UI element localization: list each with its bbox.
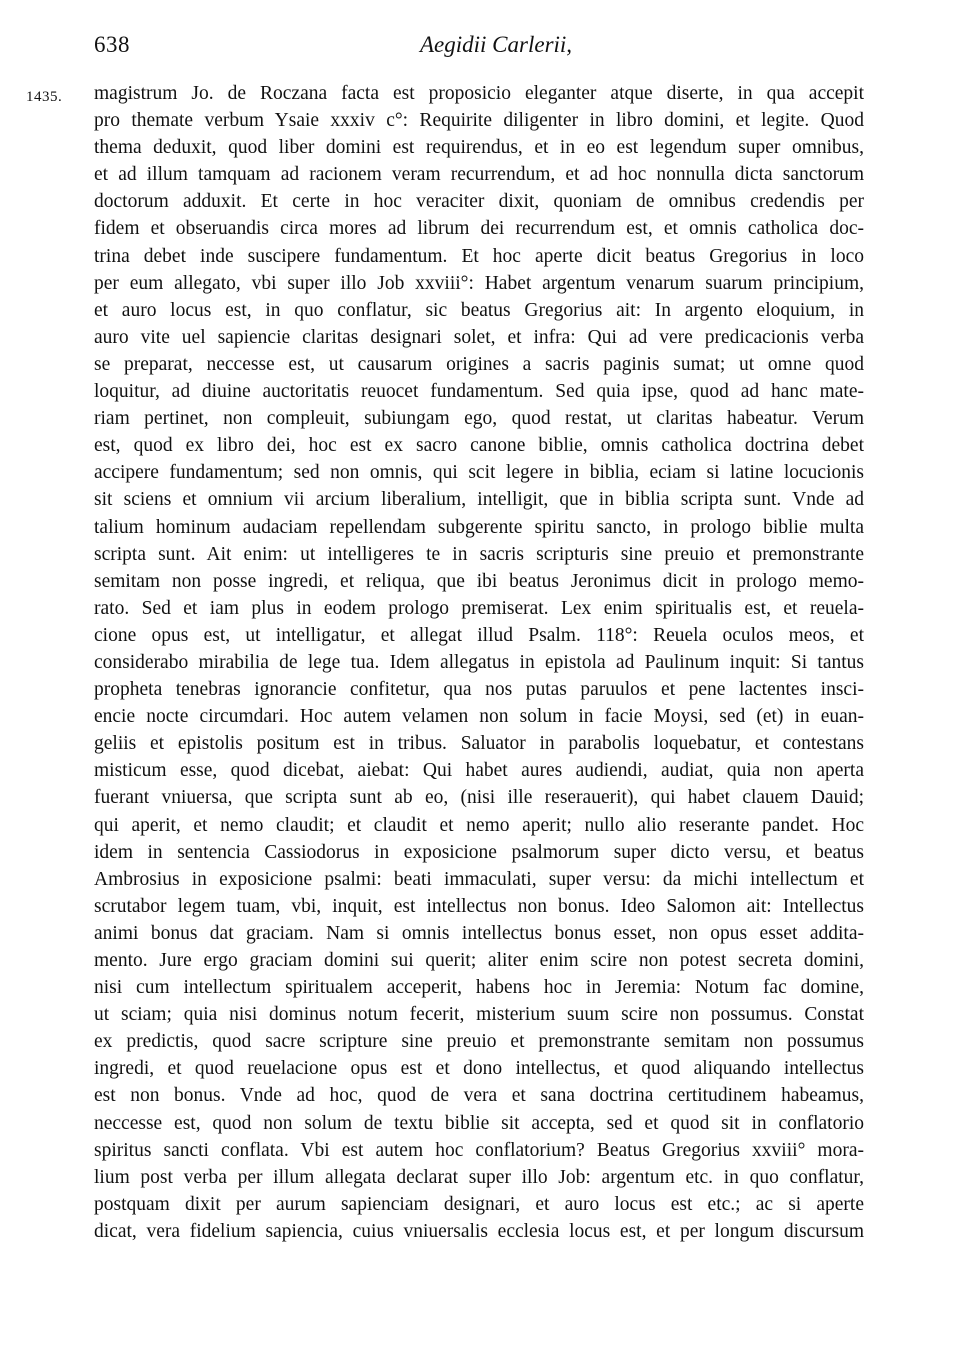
text-line: sit sciens et omnium vii arcium liberalium, intelligit, que in biblia scripta sunt. Vnde ad: [94, 489, 864, 511]
margin-year-note: 1435.: [26, 89, 63, 105]
text-line: se preparat, neccesse est, ut causarum origines a sacris paginis sumat; ut omne quod: [94, 353, 864, 375]
text-line: ex predictis, quod sacre scripture sine preuio et premonstrante semitam non possumus: [94, 1031, 864, 1053]
text-line: riam pertinet, non compleuit, subiungam ego, quod restat, ut claritas habeatur. Verum: [94, 408, 864, 430]
text-line: talium hominum audaciam repellendam subgerente spiritu sancto, in prologo biblie multa: [94, 516, 864, 538]
text-line: ut sciam; quia nisi dominus notum fecerit, misterium suum scire non possumus. Constat: [94, 1004, 864, 1026]
text-line: propheta tenebras ignorancie confitetur, qua nos putas paruulos et pene lactentes insci-: [94, 679, 864, 701]
text-line: et auro locus est, in quo conflatur, sic beatus Gregorius ait: In argento eloquium, in: [94, 299, 864, 321]
text-line: considerabo mirabilia de lege tua. Idem allegatus in epistola ad Paulinum inquit: Si tantus: [94, 651, 864, 673]
text-line: fidem et obseruandis circa mores ad librum dei recurrendum est, et omnis catholica doc-: [94, 218, 864, 240]
running-head: Aegidii Carlerii,: [420, 32, 573, 57]
text-line: semitam non posse ingredi, et reliqua, que ibi beatus Jeronimus dicit in prologo memo-: [94, 570, 864, 592]
text-line: est non bonus. Vnde ad hoc, quod de vera et sana doctrina certitudinem habeamus,: [94, 1085, 864, 1107]
text-line: spiritus sancti conflata. Vbi est autem hoc conflatorium? Beatus Gregorius xxviii° mora-: [94, 1139, 864, 1161]
text-line: thema deduxit, quod liber domini est requirendus, et in eo est legendum super omnibus,: [94, 137, 864, 159]
text-line: accipere fundamentum; sed non omnis, qui scit legere in biblia, eciam si latine locucionis: [94, 462, 864, 484]
text-line: postquam dixit per aurum sapienciam designari, et auro locus est etc.; ac si aperte: [94, 1193, 864, 1215]
text-line: doctorum adduxit. Et certe in hoc veraciter dixit, quoniam de omnibus credendis per: [94, 191, 864, 213]
text-line: scrutabor legem tuam, vbi, inquit, est intellectus non bonus. Ideo Salomon ait: Intellectus: [94, 895, 864, 917]
text-line: est, quod ex libro dei, hoc est ex sacro canone biblie, omnis catholica doctrina debet: [94, 435, 864, 457]
text-line: idem in sentencia Cassiodorus in exposicione psalmorum super dicto versu, et beatus: [94, 841, 864, 863]
page-header: [94, 32, 864, 68]
text-line: misticum esse, quod dicebat, aiebat: Qui habet aures audiendi, audiat, quia non aperta: [94, 760, 864, 782]
text-line: nisi cum intellectum spiritualem acceperit, habens hoc in Jeremia: Notum fac domine,: [94, 977, 864, 999]
text-line: trina debet inde suscipere fundamentum. Et hoc aperte dicit beatus Gregorius in loco: [94, 245, 864, 267]
page-number: 638: [94, 32, 130, 57]
text-line: ingredi, et quod reuelacione opus est et dono intellectus, et quod aliquando intellectus: [94, 1058, 864, 1080]
text-line: qui aperit, et nemo claudit; et claudit et nemo aperit; nullo alio reserante pandet. Hoc: [94, 814, 864, 836]
text-line: neccesse est, quod non solum de textu biblie sit accepta, sed et quod sit in conflatorio: [94, 1112, 864, 1134]
text-line: magistrum Jo. de Roczana facta est proposicio eleganter atque diserte, in qua accepit: [94, 83, 864, 104]
text-line: et ad illum tamquam ad racionem veram recurrendum, et ad hoc nonnulla dicta sanctorum: [94, 164, 864, 186]
text-line: scripta sunt. Ait enim: ut intelligeres te in sacris scripturis sine preuio et premonstrante: [94, 543, 864, 565]
body-text: [94, 80, 864, 1245]
text-line: mento. Jure ergo graciam domini sui querit; aliter enim scire non potest secreta domini,: [94, 950, 864, 971]
text-line: rato. Sed et iam plus in eodem prologo premiserat. Lex enim spiritualis est, et reuela-: [94, 597, 864, 619]
text-line: Ambrosius in exposicione psalmi: beati immaculati, super versu: da michi intellectum et: [94, 868, 864, 890]
text-line: pro themate verbum Ysaie xxxiv c°: Requirite diligenter in libro domini, et legite. Quod: [94, 110, 864, 132]
text-line: loquitur, ad diuine auctoritatis reuocet fundamentum. Sed quia ipse, quod ad hanc mate-: [94, 381, 864, 403]
text-line: lium post verba per illum allegata declarat super illo Job: argentum etc. in quo conflatur,: [94, 1166, 864, 1188]
text-line: cione opus est, ut intelligatur, et allegat illud Psalm. 118°: Reuela oculos meos, et: [94, 624, 864, 646]
text-line: fuerant vniuersa, que scripta sunt ab eo, (nisi ille reserauerit), qui habet clauem Dauid;: [94, 787, 864, 809]
text-line: per eum allegato, vbi super illo Job xxviii°: Habet argentum venarum suarum principium,: [94, 272, 864, 294]
text-line: geliis et epistolis positum est in tribus. Saluator in parabolis loquebatur, et contestans: [94, 733, 864, 755]
text-line: dicat, vera fidelium sapiencia, cuius vniuersalis ecclesia locus est, et per longum discursum: [94, 1220, 864, 1242]
text-line: encie nocte circumdari. Hoc autem velamen non solum in facie Moysi, sed (et) in euan-: [94, 706, 864, 728]
text-line: animi bonus dat graciam. Nam si omnis intellectus bonus esset, non opus esset addita-: [94, 922, 864, 944]
text-line: auro vite uel sapiencie claritas designari solet, et infra: Qui ad vere predicacionis verba: [94, 326, 864, 348]
